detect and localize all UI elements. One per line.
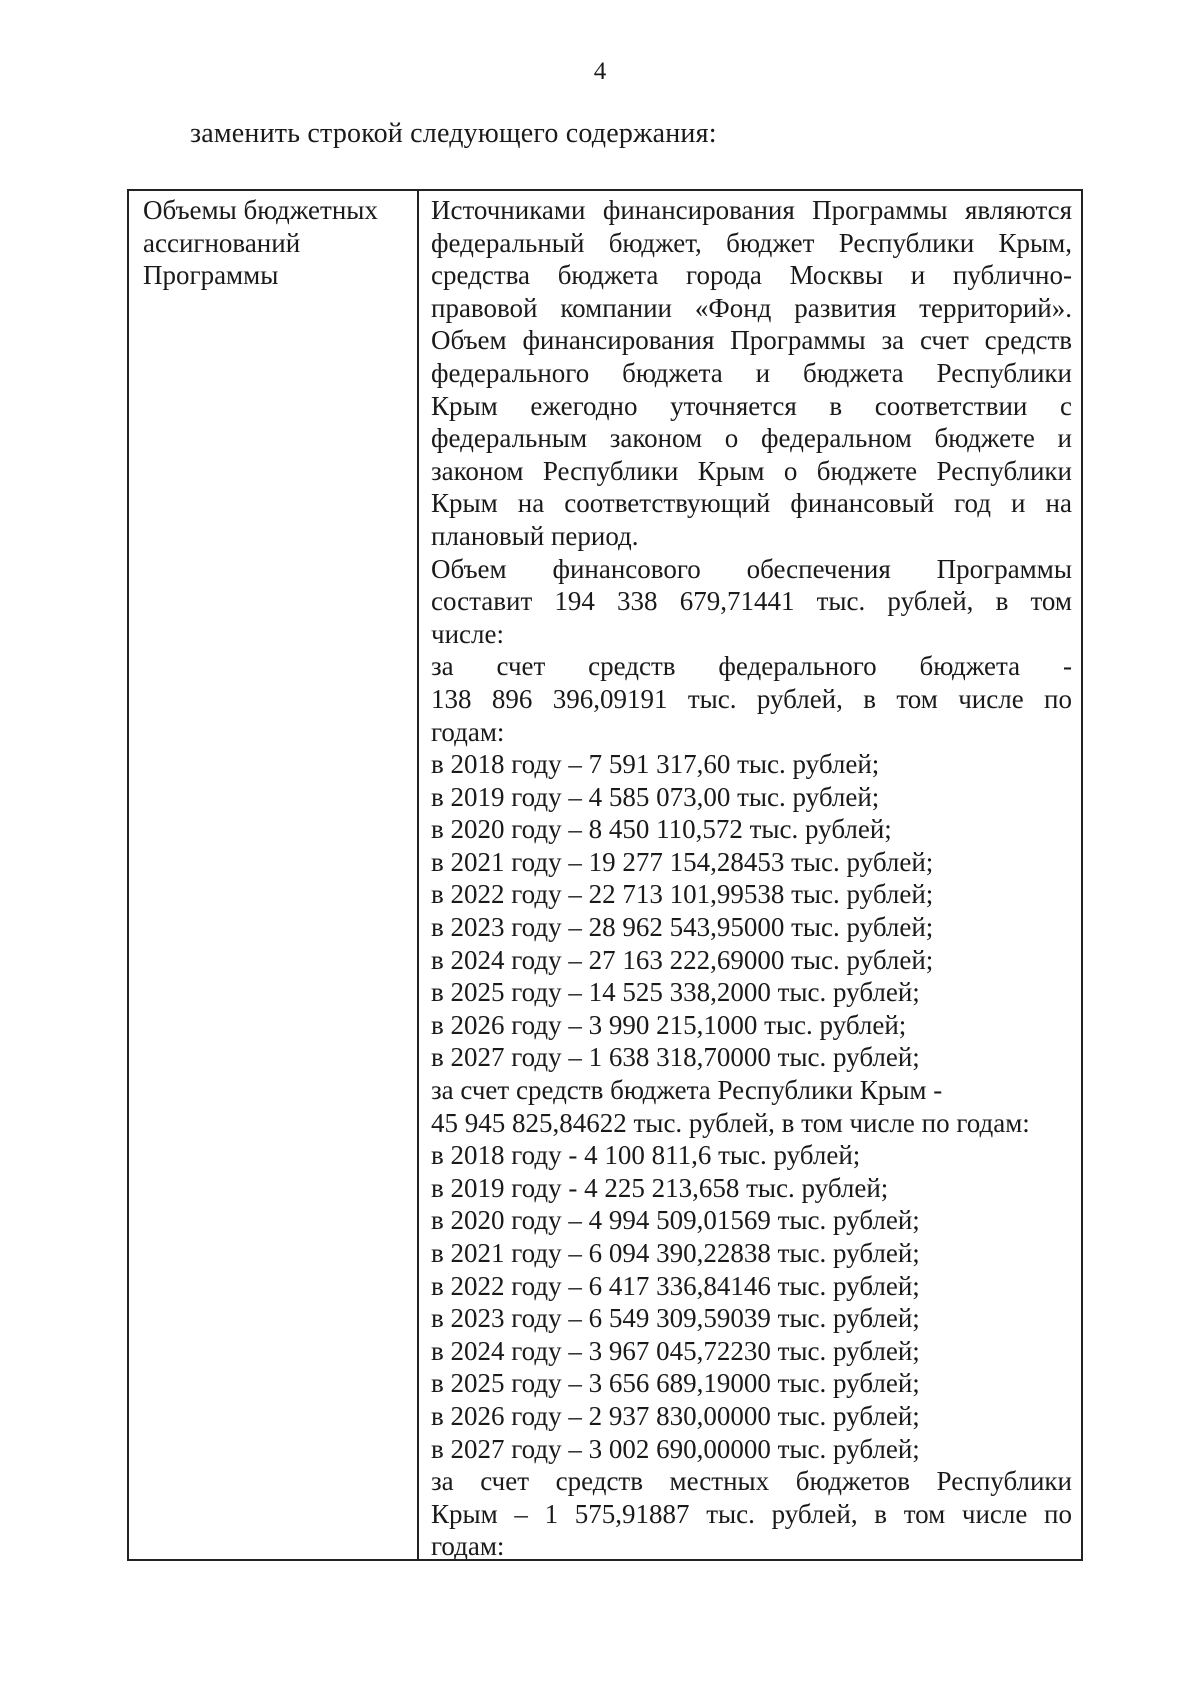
right-cell-line: Объем финансирования Программы за счет средств (431, 325, 1072, 356)
right-cell-line: в 2018 году - 4 100 811,6 тыс. рублей; (431, 1140, 861, 1171)
right-cell-line: в 2020 году – 4 994 509,01569 тыс. рублей; (431, 1205, 920, 1236)
right-cell-line: 45 945 825,84622 тыс. рублей, в том числе по годам: (431, 1107, 1030, 1138)
right-cell-line: правовой компании «Фонд развития территорий». (431, 292, 1072, 323)
right-cell-line: в 2019 году - 4 225 213,658 тыс. рублей; (431, 1172, 889, 1203)
right-cell-line: в 2025 году – 3 656 689,19000 тыс. рублей; (431, 1368, 920, 1399)
right-cell-line: Крым – 1 575,91887 тыс. рублей, в том числе по (431, 1498, 1072, 1529)
right-cell-line: в 2027 году – 3 002 690,00000 тыс. рублей; (431, 1433, 920, 1464)
right-cell-line: числе: (431, 618, 504, 649)
right-cell-line: в 2019 году – 4 585 073,00 тыс. рублей; (431, 781, 880, 812)
right-cell-line: за счет средств местных бюджетов Республики (431, 1466, 1072, 1497)
right-cell-line: в 2023 году – 6 549 309,59039 тыс. рублей; (431, 1303, 920, 1334)
page-number: 4 (593, 58, 607, 85)
right-cell-line: Крым ежегодно уточняется в соответствии с (431, 390, 1072, 421)
right-cell-line: за счет средств бюджета Республики Крым - (431, 1075, 943, 1106)
right-cell-line: в 2024 году – 3 967 045,72230 тыс. рублей; (431, 1335, 920, 1366)
right-cell-line: годам: (431, 1531, 505, 1562)
right-cell-line: Крым на соответствующий финансовый год и на (431, 488, 1072, 519)
right-cell-line: в 2026 году – 2 937 830,00000 тыс. рублей; (431, 1400, 920, 1431)
column-divider (417, 191, 419, 1559)
right-cell-line: федеральным законом о федеральном бюджете и (431, 423, 1072, 454)
right-cell-line: законом Республики Крым о бюджете Республики (431, 455, 1072, 486)
right-cell-line: 138 896 396,09191 тыс. рублей, в том числе по (431, 683, 1072, 714)
right-cell-line: федеральный бюджет, бюджет Республики Крым, (431, 227, 1072, 258)
right-cell-line: в 2018 году – 7 591 317,60 тыс. рублей; (431, 749, 880, 780)
right-cell-line: в 2027 году – 1 638 318,70000 тыс. рублей; (431, 1042, 920, 1073)
right-cell-line: Источниками финансирования Программы являются (431, 195, 1072, 225)
right-cell-line: в 2021 году – 19 277 154,28453 тыс. рублей; (431, 846, 934, 877)
left-cell-line: Программы (143, 260, 279, 291)
right-cell-line: в 2022 году – 22 713 101,99538 тыс. рублей; (431, 879, 934, 910)
right-cell-line: средства бюджета города Москвы и публично- (431, 260, 1072, 291)
budget-table (127, 189, 1083, 1561)
left-cell-line: ассигнований (143, 227, 301, 258)
right-cell-line: Объем финансового обеспечения Программы (431, 553, 1072, 584)
right-cell-line: плановый период. (431, 520, 639, 551)
right-cell-line: в 2022 году – 6 417 336,84146 тыс. рублей; (431, 1270, 920, 1301)
right-cell-line: в 2020 году – 8 450 110,572 тыс. рублей; (431, 814, 892, 845)
right-cell-line: в 2021 году – 6 094 390,22838 тыс. рублей; (431, 1238, 920, 1268)
intro-text: заменить строкой следующего содержания: (190, 118, 717, 149)
right-cell-line: в 2023 году – 28 962 543,95000 тыс. рублей; (431, 912, 934, 943)
right-cell-line: в 2024 году – 27 163 222,69000 тыс. рублей; (431, 944, 934, 975)
table-left-cell (143, 194, 413, 292)
left-cell-line: Объемы бюджетных (143, 195, 378, 225)
right-cell-line: за счет средств федерального бюджета - (431, 651, 1072, 682)
right-cell-line: федерального бюджета и бюджета Республики (431, 357, 1072, 388)
right-cell-line: годам: (431, 716, 505, 747)
right-cell-line: в 2026 году – 3 990 215,1000 тыс. рублей; (431, 1009, 907, 1040)
table-right-cell (431, 194, 1072, 1563)
right-cell-line: в 2025 году – 14 525 338,2000 тыс. рублей; (431, 977, 920, 1008)
right-cell-line: составит 194 338 679,71441 тыс. рублей, в том (431, 586, 1072, 617)
